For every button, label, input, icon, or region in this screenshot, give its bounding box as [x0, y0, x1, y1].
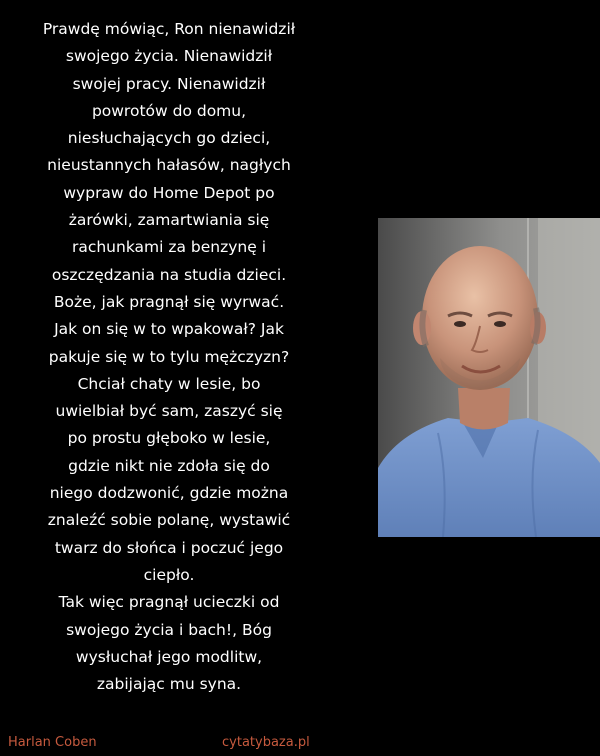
quote-line: Boże, jak pragnął się wyrwać. [53, 292, 285, 311]
quote-line: powrotów do domu, [91, 101, 247, 120]
quote-line: uwielbiał być sam, zaszyć się [55, 402, 283, 421]
author-name[interactable]: Harlan Coben [8, 735, 97, 750]
quote-line: zabijając mu syna. [96, 675, 242, 694]
quote-line: Jak on się w to wpakował? Jak [54, 320, 284, 339]
site-link[interactable]: cytatybaza.pl [222, 735, 310, 750]
quote-line: nieustannych hałasów, nagłych [47, 156, 291, 175]
quote-line: po prostu głęboko w lesie, [67, 429, 271, 448]
quote-line: niesłuchających go dzieci, [67, 129, 271, 148]
quote-line: żarówki, zamartwiania się [68, 211, 270, 230]
quote-text [0, 16, 338, 698]
quote-line: ciepło. [143, 565, 195, 584]
quote-line: swojej pracy. Nienawidził [72, 74, 266, 93]
quote-line: niego dodzwonić, gdzie można [49, 484, 289, 503]
quote-line: wypraw do Home Depot po [63, 183, 275, 202]
quote-line: wysłuchał jego modlitw, [75, 647, 263, 666]
author-portrait-image [378, 218, 600, 537]
author-photo [378, 218, 600, 537]
quote-line: znaleźć sobie polanę, wystawić [47, 511, 291, 530]
quote-line: rachunkami za benzynę i [71, 238, 267, 257]
quote-line: gdzie nikt nie zdoła się do [68, 456, 270, 475]
quote-line: twarz do słońca i poczuć jego [54, 538, 284, 557]
quote-line: pakuje się w to tylu mężczyzn? [48, 347, 290, 366]
quote-line: Prawdę mówiąc, Ron nienawidził [42, 20, 296, 38]
quote-line: oszczędzania na studia dzieci. [51, 265, 287, 284]
quote-line: Tak więc pragnął ucieczki od [58, 593, 280, 612]
quote-line: swojego życia i bach!, Bóg [66, 620, 272, 639]
quote-line: swojego życia. Nienawidził [65, 47, 273, 66]
quote-line: Chciał chaty w lesie, bo [77, 374, 261, 393]
